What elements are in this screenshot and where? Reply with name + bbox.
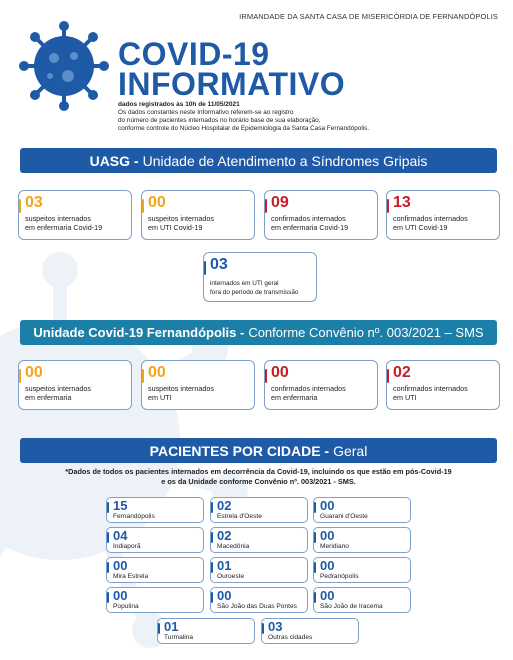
card-label: confirmados internados em UTI	[393, 384, 468, 402]
card-label: suspeitos internados em UTI Covid-19	[148, 214, 214, 232]
card-value: 00	[271, 364, 289, 381]
cidades-band-bold: PACIENTES POR CIDADE -	[149, 442, 330, 459]
cidades-band	[20, 438, 497, 463]
coronavirus-logo-icon	[18, 20, 110, 112]
convenio-band	[20, 320, 497, 345]
uasg-card-confirmados-uti	[386, 190, 500, 240]
city-card: 00 São João das Duas Pontes	[210, 587, 308, 613]
card-label: suspeitos internados em UTI	[148, 384, 214, 402]
convenio-card-suspeitos-uti	[141, 360, 255, 410]
city-card: 15 Fernandópolis	[106, 497, 204, 523]
city-card: 00 Guarani d'Oeste	[313, 497, 411, 523]
card-value: 00	[25, 364, 43, 381]
uasg-band-text: Unidade de Atendimento a Síndromes Gripais	[142, 152, 428, 169]
cidades-band-text: Geral	[333, 442, 368, 459]
uasg-card-suspeitos-uti	[141, 190, 255, 240]
uasg-card-uti-geral	[203, 252, 317, 302]
card-value: 13	[393, 194, 411, 211]
card-value: 02	[393, 364, 411, 381]
city-card: 00 São João de Iracema	[313, 587, 411, 613]
description	[118, 109, 448, 133]
description-line: Os dados constantes neste Informativo referem-se ao registro	[118, 109, 294, 116]
city-card: 02 Macedônia	[210, 527, 308, 553]
city-card: 00 Mira Estrela	[106, 557, 204, 583]
card-value: 09	[271, 194, 289, 211]
city-card: 00 Pedranópolis	[313, 557, 411, 583]
card-label: internados em UTI geral fora do período de transmissão	[210, 280, 299, 296]
convenio-band-text: Conforme Convênio nº. 003/2021 – SMS	[248, 325, 484, 340]
date-line: dados registrados às 10h de 11/05/2021	[118, 101, 240, 108]
title-informativo: INFORMATIVO	[118, 66, 346, 102]
card-label: suspeitos internados em enfermaria	[25, 384, 91, 402]
description-line: do número de pacientes internados no horário base de sua elaboração,	[118, 117, 321, 124]
city-card: 03 Outras cidades	[261, 618, 359, 644]
cidades-note	[20, 467, 497, 487]
uasg-band-bold: UASG -	[89, 152, 139, 169]
convenio-card-confirmados-enfermaria	[264, 360, 378, 410]
organization-name: IRMANDADE DA SANTA CASA DE MISERICÓRDIA DE FERNANDÓPOLIS	[239, 12, 498, 21]
card-label: confirmados internados em UTI Covid-19	[393, 214, 468, 232]
card-label: confirmados internados em enfermaria	[271, 384, 346, 402]
card-value: 03	[25, 194, 43, 211]
city-card: 00 Meridiano	[313, 527, 411, 553]
convenio-band-bold: Unidade Covid-19 Fernandópolis -	[33, 325, 245, 340]
city-card: 04 Indiaporã	[106, 527, 204, 553]
city-card: 02 Estrela d'Oeste	[210, 497, 308, 523]
convenio-card-suspeitos-enfermaria	[18, 360, 132, 410]
card-label: suspeitos internados em enfermaria Covid-19	[25, 214, 103, 232]
city-card: 01 Turmalina	[157, 618, 255, 644]
uasg-band	[20, 148, 497, 173]
uasg-card-confirmados-enfermaria	[264, 190, 378, 240]
card-value: 00	[148, 194, 166, 211]
convenio-card-confirmados-uti	[386, 360, 500, 410]
note-line: *Dados de todos os pacientes internados em decorrência da Covid-19, incluindo os que estão em pós-Covid-19	[65, 467, 452, 476]
note-line: e os da Unidade conforme Convênio nº. 003/2021 - SMS.	[161, 477, 356, 486]
city-card: 01 Ouroeste	[210, 557, 308, 583]
card-label: confirmados internados em enfermaria Covid-19	[271, 214, 349, 232]
description-line: conforme controle do Núcleo Hospitalar de Epidemiologia da Santa Casa Fernandópolis.	[118, 125, 370, 132]
card-value: 00	[148, 364, 166, 381]
card-value: 03	[210, 256, 228, 273]
city-card: 00 Populina	[106, 587, 204, 613]
uasg-card-suspeitos-enfermaria	[18, 190, 132, 240]
title-covid: COVID-19	[118, 36, 270, 72]
